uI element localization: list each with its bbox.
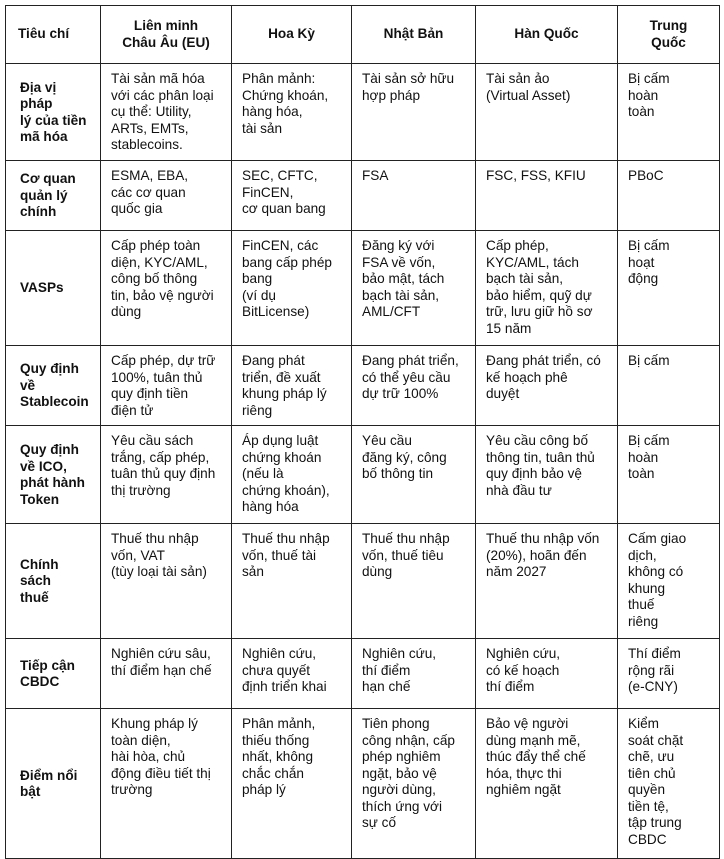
table-row [6, 231, 720, 346]
row-criterion: Quy định về Stablecoin [6, 346, 101, 426]
cell-china: Bị cấm hoạt động [618, 231, 720, 346]
comparison-table [5, 5, 720, 859]
cell-japan: FSA [352, 161, 476, 231]
cell-us: SEC, CFTC, FinCEN, cơ quan bang [232, 161, 352, 231]
cell-us: FinCEN, các bang cấp phép bang (ví dụ BitLicense) [232, 231, 352, 346]
header-us: Hoa Kỳ [232, 6, 352, 64]
header-japan: Nhật Bản [352, 6, 476, 64]
cell-japan: Đăng ký với FSA về vốn, bảo mật, tách bạch tài sản, AML/CFT [352, 231, 476, 346]
cell-korea: Tài sản ảo (Virtual Asset) [476, 64, 618, 161]
cell-japan: Yêu cầu đăng ký, công bố thông tin [352, 426, 476, 524]
cell-china: Thí điểm rộng rãi (e-CNY) [618, 639, 720, 709]
cell-korea: Thuế thu nhập vốn (20%), hoãn đến năm 2027 [476, 524, 618, 639]
cell-china: Bị cấm [618, 346, 720, 426]
cell-us: Thuế thu nhập vốn, thuế tài sản [232, 524, 352, 639]
row-criterion: Điểm nổi bật [6, 709, 101, 859]
cell-eu: Cấp phép, dự trữ 100%, tuân thủ quy định tiền điện tử [101, 346, 232, 426]
cell-korea: Nghiên cứu, có kế hoạch thí điểm [476, 639, 618, 709]
cell-japan: Tài sản sở hữu hợp pháp [352, 64, 476, 161]
table-row [6, 639, 720, 709]
row-criterion: Địa vị pháp lý của tiền mã hóa [6, 64, 101, 161]
cell-china: PBoC [618, 161, 720, 231]
cell-korea: Đang phát triển, có kế hoạch phê duyệt [476, 346, 618, 426]
cell-china: Kiểm soát chặt chẽ, ưu tiên chủ quyền tiền tệ, tập trung CBDC [618, 709, 720, 859]
header-korea: Hàn Quốc [476, 6, 618, 64]
table-row [6, 161, 720, 231]
table-row [6, 426, 720, 524]
cell-eu: Khung pháp lý toàn diện, hài hòa, chủ động điều tiết thị trường [101, 709, 232, 859]
cell-us: Áp dụng luật chứng khoán (nếu là chứng khoán), hàng hóa [232, 426, 352, 524]
header-row [6, 6, 720, 64]
cell-japan: Nghiên cứu, thí điểm hạn chế [352, 639, 476, 709]
cell-eu: Nghiên cứu sâu, thí điểm hạn chế [101, 639, 232, 709]
row-criterion: Tiếp cận CBDC [6, 639, 101, 709]
row-criterion: Chính sách thuế [6, 524, 101, 639]
row-criterion: Quy định về ICO, phát hành Token [6, 426, 101, 524]
table-row [6, 709, 720, 859]
cell-korea: FSC, FSS, KFIU [476, 161, 618, 231]
table-row [6, 524, 720, 639]
cell-eu: Tài sản mã hóa với các phân loại cụ thể: Utility, ARTs, EMTs, stablecoins. [101, 64, 232, 161]
header-criterion: Tiêu chí [6, 6, 101, 64]
cell-eu: Thuế thu nhập vốn, VAT (tùy loại tài sản) [101, 524, 232, 639]
cell-china: Cấm giao dịch, không có khung thuế riêng [618, 524, 720, 639]
cell-japan: Thuế thu nhập vốn, thuế tiêu dùng [352, 524, 476, 639]
cell-china: Bị cấm hoàn toàn [618, 64, 720, 161]
cell-korea: Bảo vệ người dùng mạnh mẽ, thúc đẩy thể chế hóa, thực thi nghiêm ngặt [476, 709, 618, 859]
header-eu: Liên minh Châu Âu (EU) [101, 6, 232, 64]
row-criterion: Cơ quan quản lý chính [6, 161, 101, 231]
table-row [6, 346, 720, 426]
row-criterion: VASPs [6, 231, 101, 346]
cell-eu: Yêu cầu sách trắng, cấp phép, tuân thủ quy định thị trường [101, 426, 232, 524]
cell-us: Phân mảnh: Chứng khoán, hàng hóa, tài sản [232, 64, 352, 161]
table-row [6, 64, 720, 161]
cell-china: Bị cấm hoàn toàn [618, 426, 720, 524]
cell-korea: Yêu cầu công bố thông tin, tuân thủ quy định bảo vệ nhà đầu tư [476, 426, 618, 524]
cell-us: Đang phát triển, đề xuất khung pháp lý riêng [232, 346, 352, 426]
cell-eu: Cấp phép toàn diện, KYC/AML, công bố thông tin, bảo vệ người dùng [101, 231, 232, 346]
cell-us: Nghiên cứu, chưa quyết định triển khai [232, 639, 352, 709]
cell-japan: Đang phát triển, có thể yêu cầu dự trữ 100% [352, 346, 476, 426]
cell-japan: Tiên phong công nhận, cấp phép nghiêm ngặt, bảo vệ người dùng, thích ứng với sự cố [352, 709, 476, 859]
cell-eu: ESMA, EBA, các cơ quan quốc gia [101, 161, 232, 231]
cell-korea: Cấp phép, KYC/AML, tách bạch tài sản, bảo hiểm, quỹ dự trữ, lưu giữ hồ sơ 15 năm [476, 231, 618, 346]
header-china: Trung Quốc [618, 6, 720, 64]
cell-us: Phân mảnh, thiếu thống nhất, không chắc chắn pháp lý [232, 709, 352, 859]
